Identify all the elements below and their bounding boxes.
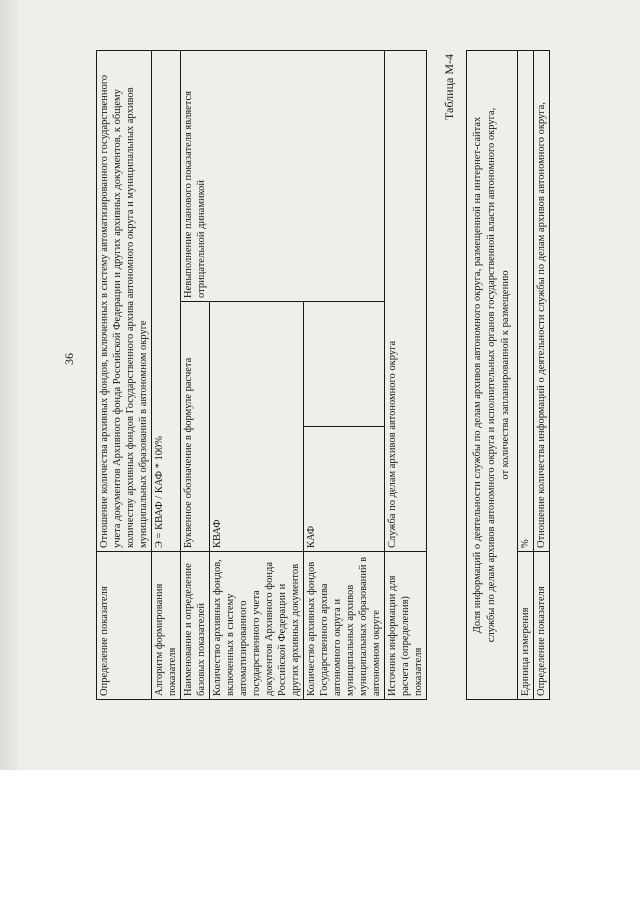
table-title-line: от количества запланированной к размещению (500, 270, 511, 480)
table-row (534, 51, 550, 700)
page-number: 36 (62, 353, 76, 365)
table-row (385, 51, 427, 700)
row-label: Количество архивных фондов, включенных в систему автоматизированного государственного учета документов Архивного фонда Российской Федерации и других архивных документов (210, 552, 304, 700)
table-title-row (467, 51, 518, 700)
table-title-line: службы по делам архивов автономного округа и исполнительных органов государственной власти автономного округа, (486, 107, 497, 643)
table-row (181, 51, 210, 700)
row-label: Определение показателя (97, 552, 152, 700)
row-value: КАФ (304, 427, 385, 552)
table-caption: Таблица М-4 (442, 54, 456, 120)
indicator-table-m4 (466, 50, 550, 700)
indicator-table (96, 50, 427, 700)
formula: Э = КВАФ / КАФ * 100% (152, 51, 181, 552)
table-row (97, 51, 152, 700)
scan-shadow-edge (0, 0, 22, 770)
row-label: Определение показателя (534, 552, 550, 700)
row-label: Источник информации для расчета (определения) показателя (385, 552, 427, 700)
table-title-line: Доля информаций о деятельности службы по делам архивов автономного округа, размещенной на интернет-сайтах (472, 116, 483, 634)
empty-cell (304, 302, 385, 427)
row-value: Буквенное обозначение в формуле расчета (181, 302, 210, 552)
row-value: Отношение количества архивных фондов, включенных в систему автоматизированного государственного учета документов Архивного фонда Российской Федерации и других архивных документов, к общему количеству архивных фондов Государственного архива автономного округа и муниципальных архивов муниципальных образований в автономном округе (97, 51, 152, 552)
row-value: % (518, 51, 534, 552)
dynamics-note: Невыполнение планового показателя является отрицательной динамикой (181, 51, 385, 302)
row-value: Отношение количества информаций о деятельности службы по делам архивов автономного округа, (534, 51, 550, 552)
row-label: Количество архивных фондов Государственного архива автономного округа и муниципальных архивов муниципальных образований в автономном округе (304, 552, 385, 700)
row-value: Служба по делам архивов автономного округа (385, 51, 427, 552)
table-title (467, 51, 518, 700)
table-row (518, 51, 534, 700)
row-label: Единица измерения (518, 552, 534, 700)
rotated-document (50, 0, 610, 760)
row-label: Алгоритм формирования показателя (152, 552, 181, 700)
row-label: Наименование и определение базовых показателей (181, 552, 210, 700)
table-row (152, 51, 181, 700)
row-value: КВАФ (210, 302, 304, 552)
